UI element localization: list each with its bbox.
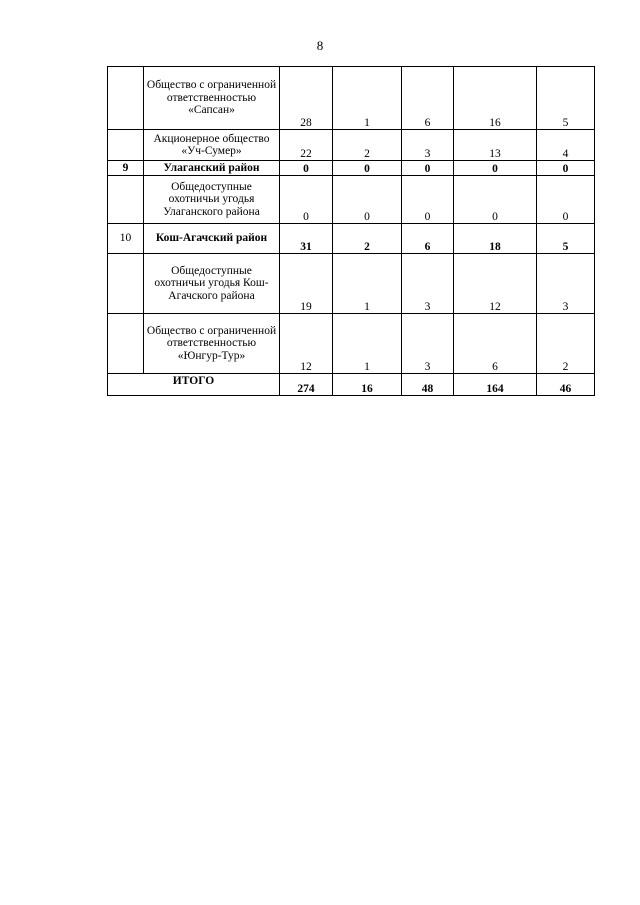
value-cell: 12 <box>280 314 333 374</box>
value-cell: 6 <box>454 314 537 374</box>
value-cell: 3 <box>402 254 454 314</box>
page-number: 8 <box>316 38 324 53</box>
table-row <box>108 67 595 130</box>
value-cell: 31 <box>280 224 333 254</box>
total-value-cell: 164 <box>454 374 537 396</box>
value-cell: 28 <box>280 67 333 130</box>
value-cell: 6 <box>402 224 454 254</box>
table-row <box>108 224 595 254</box>
total-value-cell: 48 <box>402 374 454 396</box>
value-cell: 1 <box>333 254 402 314</box>
value-cell: 1 <box>333 67 402 130</box>
value-cell: 0 <box>402 161 454 176</box>
total-label: ИТОГО <box>108 374 280 396</box>
value-cell: 2 <box>333 224 402 254</box>
table-row <box>108 314 595 374</box>
value-cell: 1 <box>333 314 402 374</box>
row-name: Общедоступные охотничьи угодья Улаганского района <box>144 176 280 224</box>
value-cell: 19 <box>280 254 333 314</box>
value-cell: 12 <box>454 254 537 314</box>
value-cell: 2 <box>333 130 402 161</box>
row-number <box>108 130 144 161</box>
table-row <box>108 176 595 224</box>
value-cell: 4 <box>537 130 595 161</box>
row-number: 10 <box>108 224 144 254</box>
value-cell: 0 <box>537 176 595 224</box>
row-name: Кош-Агачский район <box>144 224 280 254</box>
total-value-cell: 274 <box>280 374 333 396</box>
value-cell: 0 <box>402 176 454 224</box>
value-cell: 3 <box>537 254 595 314</box>
value-cell: 13 <box>454 130 537 161</box>
value-cell: 18 <box>454 224 537 254</box>
value-cell: 0 <box>333 176 402 224</box>
data-table <box>107 66 595 396</box>
table-row <box>108 161 595 176</box>
total-value-cell: 16 <box>333 374 402 396</box>
value-cell: 0 <box>454 161 537 176</box>
row-name: Общество с ограниченной ответственностью «Юнгур-Тур» <box>144 314 280 374</box>
value-cell: 5 <box>537 224 595 254</box>
total-row <box>108 374 595 396</box>
row-number <box>108 176 144 224</box>
value-cell: 22 <box>280 130 333 161</box>
value-cell: 0 <box>537 161 595 176</box>
row-name: Общедоступные охотничьи угодья Кош-Агачского района <box>144 254 280 314</box>
row-number <box>108 254 144 314</box>
value-cell: 6 <box>402 67 454 130</box>
value-cell: 0 <box>280 176 333 224</box>
row-name: Общество с ограниченной ответственностью «Сапсан» <box>144 67 280 130</box>
total-value-cell: 46 <box>537 374 595 396</box>
row-name: Акционерное общество «Уч-Сумер» <box>144 130 280 161</box>
table-row <box>108 254 595 314</box>
value-cell: 3 <box>402 130 454 161</box>
value-cell: 0 <box>333 161 402 176</box>
row-number <box>108 314 144 374</box>
value-cell: 2 <box>537 314 595 374</box>
value-cell: 0 <box>280 161 333 176</box>
value-cell: 16 <box>454 67 537 130</box>
table-row <box>108 130 595 161</box>
value-cell: 5 <box>537 67 595 130</box>
row-name: Улаганский район <box>144 161 280 176</box>
value-cell: 0 <box>454 176 537 224</box>
row-number: 9 <box>108 161 144 176</box>
row-number <box>108 67 144 130</box>
value-cell: 3 <box>402 314 454 374</box>
